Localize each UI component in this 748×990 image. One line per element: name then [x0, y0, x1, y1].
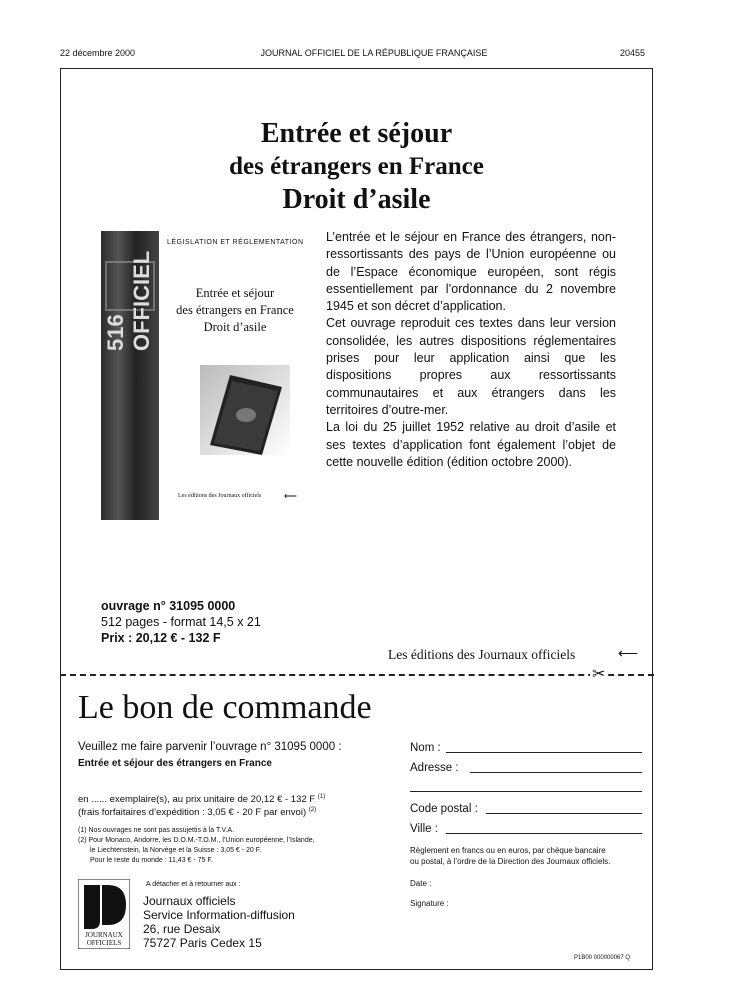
publisher-line: Les éditions des Journaux officiels [388, 647, 576, 662]
field-date-label: Date : [410, 879, 432, 888]
cover-category: LÉGISLATION ET RÉGLEMENTATION [167, 239, 304, 246]
logo-text-1: JOURNAUX [85, 931, 123, 939]
description-paragraph-1: L’entrée et le séjour en France des étrangers, non-ressortissants des pays de l’Union européenne ou de l’Espace économique européen, sont régis essentiellement par l’ordonnance du 2 novembre 1945 et son décret d’application. [326, 230, 616, 314]
order-request: Veuillez me faire parvenir l’ouvrage n° 31095 0000 : [78, 741, 342, 753]
note-1: (1) Nos ouvrages ne sont pas assujettis à la T.V.A. [78, 827, 235, 834]
shipping-note: (2) [308, 807, 317, 813]
book-spine-image [101, 231, 159, 520]
payment-line-1: Règlement en francs ou en euros, par chèque bancaire [410, 846, 606, 855]
description-paragraph-2: Cet ouvrage reproduit ces textes dans leur version consolidée, les autres dispositions réglementaires prises pour leur application ainsi que les dispositions propres aux ressortissants communautaires et aux étrangers dans les territoires d’outre-mer. [326, 316, 616, 417]
address-line-2: Service Information-diffusion [143, 908, 295, 922]
payment-info [410, 845, 610, 867]
field-adresse-input[interactable] [470, 772, 642, 773]
ad-title-line-2: des étrangers en France [229, 153, 484, 180]
return-address [143, 894, 295, 950]
cover-title-line-2: des étrangers en France [176, 303, 294, 317]
detach-instruction: A détacher et à retourner aux : [146, 881, 241, 888]
scissors-icon: ✂ [592, 666, 606, 683]
field-signature-label: Signature : [410, 899, 449, 908]
work-number: ouvrage n° 31095 0000 [101, 599, 236, 613]
copies-text: en ...... exemplaire(s), au prix unitaire de 20,12 € - 132 F [78, 794, 316, 806]
copies-note: (1) [317, 794, 326, 800]
note-2c: Pour le reste du monde : 11,43 € - 75 F. [90, 857, 213, 864]
note-2b: le Liechtenstein, la Norvège et la Suisse : 3,05 € - 20 F. [90, 847, 262, 854]
order-shipping [78, 807, 316, 818]
ad-description [326, 229, 616, 471]
cover-publisher: Les éditions des Journaux officiels [178, 493, 262, 499]
field-ville-label: Ville : [410, 823, 438, 835]
order-notes [78, 826, 315, 866]
ad-title-line-1: Entrée et séjour [260, 118, 453, 149]
publisher-arrow-icon: ⟵ [618, 645, 639, 661]
cover-title [165, 285, 305, 336]
cover-arrow-icon: ⟵ [284, 491, 297, 501]
payment-line-2: ou postal, à l’ordre de la Direction des Journaux officiels. [410, 857, 611, 866]
order-book-title: Entrée et séjour des étrangers en France [78, 758, 272, 769]
header-journal: JOURNAL OFFICIEL DE LA RÉPUBLIQUE FRANÇAISE [260, 48, 488, 58]
cut-line [60, 674, 654, 676]
address-line-4: 75727 Paris Cedex 15 [143, 936, 262, 950]
ad-title-line-3: Droit d’asile [282, 184, 431, 215]
product-info [101, 598, 261, 646]
logo-text-2: OFFICIELS [86, 939, 122, 947]
field-nom-label: Nom : [410, 742, 441, 754]
journaux-officiels-logo-icon [78, 879, 130, 949]
note-2: (2) Pour Monaco, Andorre, les D.O.M.-T.O.M., l’Union européenne, l’Islande, [78, 837, 315, 844]
header-page-number: 20455 [620, 48, 646, 58]
reference-code: P1B00 000000067 Q [574, 955, 631, 961]
spine-text: 516 OFFICIEL [103, 250, 154, 351]
order-title: Le bon de commande [78, 689, 372, 726]
field-nom-input[interactable] [446, 752, 642, 753]
address-line-1: Journaux officiels [143, 894, 236, 908]
field-adresse-input-2[interactable] [410, 791, 642, 792]
order-copies [78, 794, 325, 805]
address-line-3: 26, rue Desaix [143, 922, 221, 936]
field-code-postal-input[interactable] [486, 813, 642, 814]
cover-title-line-3: Droit d’asile [203, 320, 267, 334]
shipping-text: (frais forfaitaires d’expédition : 3,05 € - 20 F par envoi) [78, 807, 307, 819]
header-date: 22 décembre 2000 [60, 48, 136, 58]
price: Prix : 20,12 € - 132 F [101, 631, 221, 645]
description-paragraph-3: La loi du 25 juillet 1952 relative au droit d’asile et ses textes d’application font également l’objet de cette nouvelle édition (édition octobre 2000). [326, 420, 616, 469]
field-ville-input[interactable] [446, 833, 642, 834]
field-code-postal-label: Code postal : [410, 803, 478, 815]
field-adresse-label: Adresse : [410, 762, 459, 774]
cover-title-line-1: Entrée et séjour [195, 286, 275, 300]
passport-image [200, 365, 290, 455]
pages-format: 512 pages - format 14,5 x 21 [101, 615, 261, 629]
